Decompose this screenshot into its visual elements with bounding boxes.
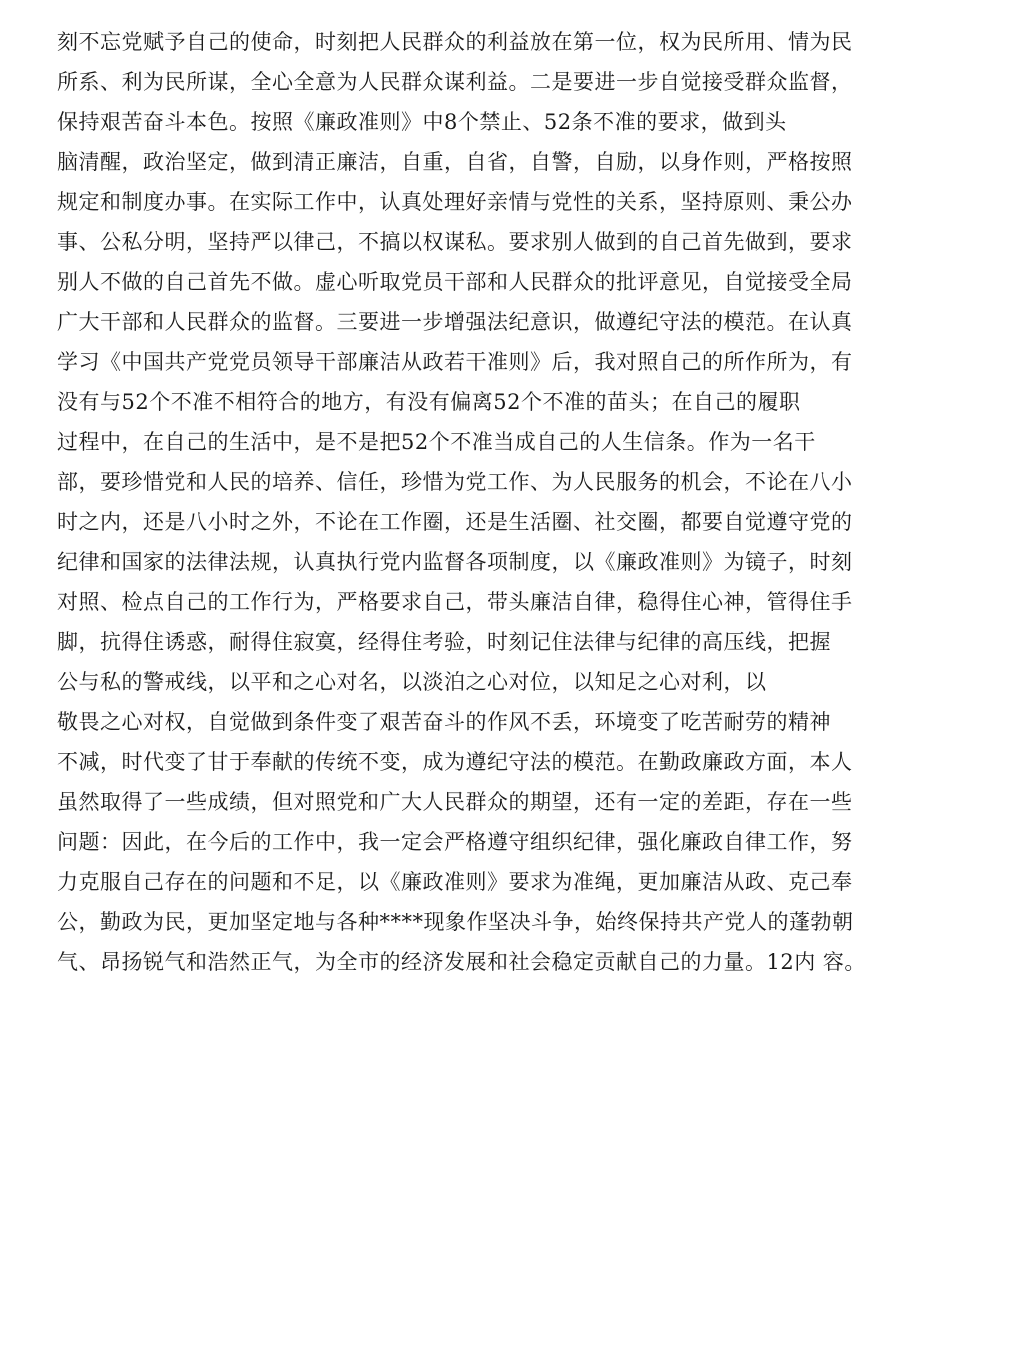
text-line: 脚，抗得住诱惑，耐得住寂寞，经得住考验，时刻记住法律与纪律的高压线，把握 — [57, 630, 831, 654]
text-line: 部，要珍惜党和人民的培养、信任，珍惜为党工作、为人民服务的机会，不论在八小 — [57, 470, 853, 494]
text-line: 所系、利为民所谋，全心全意为人民群众谋利益。二是要进一步自觉接受群众监督， — [57, 70, 853, 94]
text-line: 虽然取得了一些成绩，但对照党和广大人民群众的期望，还有一定的差距，存在一些 — [57, 790, 853, 814]
text-line: 事、公私分明，坚持严以律己，不搞以权谋私。要求别人做到的自己首先做到，要求 — [57, 230, 853, 254]
text-line: 保持艰苦奋斗本色。按照《廉政准则》中8个禁止、52条不准的要求，做到头 — [57, 110, 787, 134]
text-line: 时之内，还是八小时之外，不论在工作圈，还是生活圈、社交圈，都要自觉遵守党的 — [57, 510, 853, 534]
text-line: 公，勤政为民，更加坚定地与各种****现象作坚决斗争，始终保持共产党人的蓬勃朝 — [57, 910, 854, 934]
text-line: 对照、检点自己的工作行为，严格要求自己，带头廉洁自律，稳得住心神，管得住手 — [57, 590, 853, 614]
text-line: 脑清醒，政治坚定，做到清正廉洁，自重，自省，自警，自励，以身作则，严格按照 — [57, 150, 853, 174]
text-line: 问题：因此，在今后的工作中，我一定会严格遵守组织纪律，强化廉政自律工作，努 — [57, 830, 853, 854]
text-line: 规定和制度办事。在实际工作中，认真处理好亲情与党性的关系，坚持原则、秉公办 — [57, 190, 853, 214]
text-line: 刻不忘党赋予自己的使命，时刻把人民群众的利益放在第一位，权为民所用、情为民 — [57, 30, 853, 54]
body-text — [57, 22, 937, 982]
text-line: 别人不做的自己首先不做。虚心听取党员干部和人民群众的批评意见，自觉接受全局 — [57, 270, 853, 294]
text-line: 气、昂扬锐气和浩然正气，为全市的经济发展和社会稳定贡献自己的力量。12内 容。 — [57, 950, 866, 974]
text-line: 纪律和国家的法律法规，认真执行党内监督各项制度，以《廉政准则》为镜子，时刻 — [57, 550, 853, 574]
text-line: 力克服自己存在的问题和不足，以《廉政准则》要求为准绳，更加廉洁从政、克己奉 — [57, 870, 853, 894]
text-line: 广大干部和人民群众的监督。三要进一步增强法纪意识，做遵纪守法的模范。在认真 — [57, 310, 853, 334]
text-line: 敬畏之心对权，自觉做到条件变了艰苦奋斗的作风不丢，环境变了吃苦耐劳的精神 — [57, 710, 831, 734]
text-line: 公与私的警戒线，以平和之心对名，以淡泊之心对位，以知足之心对利，以 — [57, 670, 767, 694]
text-line: 不减，时代变了甘于奉献的传统不变，成为遵纪守法的模范。在勤政廉政方面，本人 — [57, 750, 853, 774]
text-line: 没有与52个不准不相符合的地方，有没有偏离52个不准的苗头；在自己的履职 — [57, 390, 801, 414]
text-line: 过程中，在自己的生活中，是不是把52个不准当成自己的人生信条。作为一名干 — [57, 430, 816, 454]
text-line: 学习《中国共产党党员领导干部廉洁从政若干准则》后，我对照自己的所作所为，有 — [57, 350, 853, 374]
